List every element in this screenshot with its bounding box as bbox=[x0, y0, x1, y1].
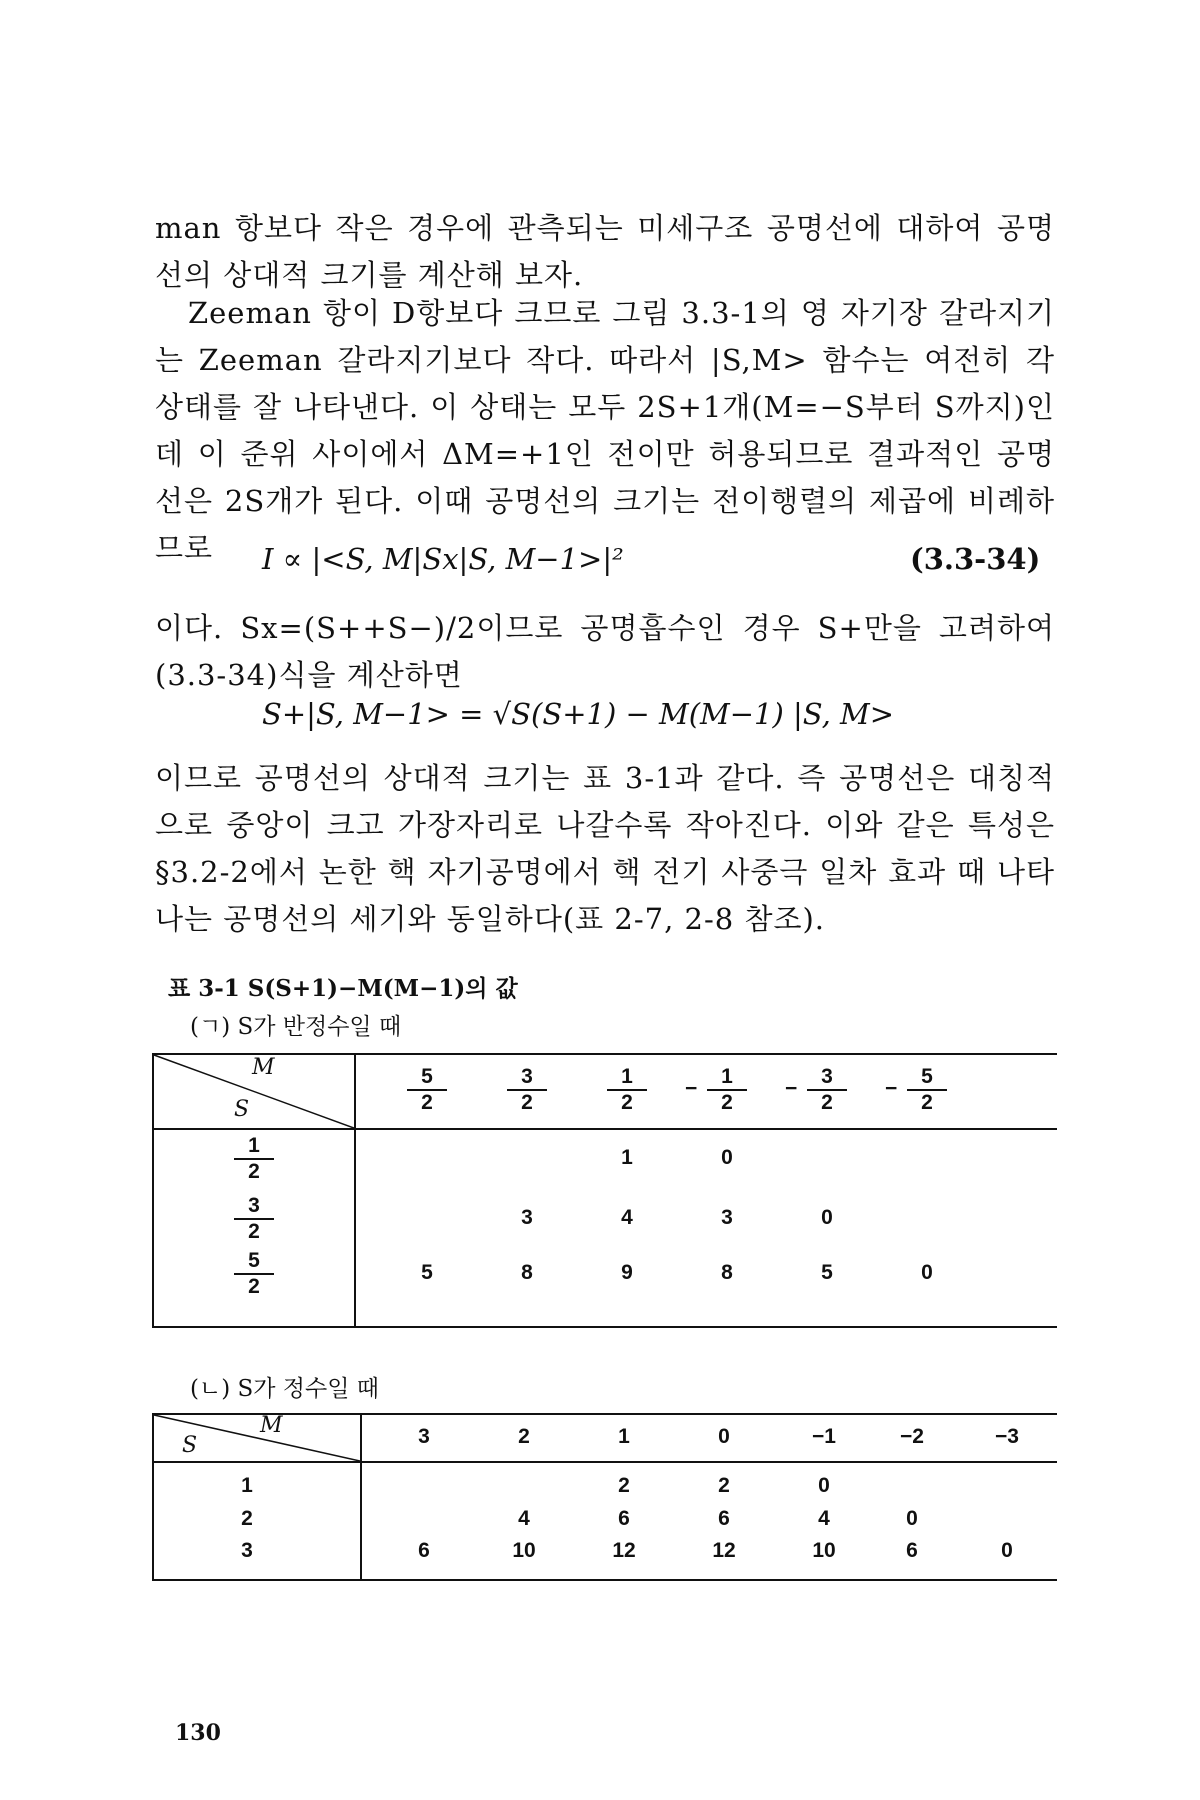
table-cell: 0 bbox=[1001, 1539, 1013, 1562]
fraction-denominator: 2 bbox=[248, 1160, 260, 1183]
equation-raising-operator: S+|S, M−1> = √S(S+1) − M(M−1) |S, M> bbox=[262, 697, 895, 731]
table-cell: 4 bbox=[518, 1507, 530, 1530]
table-cell: 10 bbox=[512, 1539, 536, 1562]
paragraph-1: man 항보다 작은 경우에 관측되는 미세구조 공명선에 대하여 공명선의 상대적 크기를 계산해 보자. bbox=[155, 211, 1055, 292]
page-number: 130 bbox=[175, 1720, 221, 1746]
m-column-header: 0 bbox=[718, 1425, 730, 1448]
s-row-header bbox=[234, 1194, 274, 1244]
m-column-header: 3 bbox=[418, 1425, 430, 1448]
fraction-denominator: 2 bbox=[921, 1091, 933, 1114]
m-column-header bbox=[685, 1065, 747, 1115]
axis-s-label: S bbox=[234, 1097, 250, 1122]
table-cell: 9 bbox=[621, 1261, 633, 1284]
m-column-header bbox=[607, 1065, 647, 1115]
axis-s-label: S bbox=[182, 1433, 198, 1458]
fraction-numerator: 5 bbox=[407, 1065, 447, 1091]
fraction-numerator: 3 bbox=[507, 1065, 547, 1091]
table-cell: 3 bbox=[721, 1206, 733, 1229]
paragraph-2: Zeeman 항이 D항보다 크므로 그림 3.3-1의 영 자기장 갈라지기는 Zeeman 갈라지기보다 작다. 따라서 |S,M> 함수는 여전히 각 상태를 잘 나타낸다. 이 상태는 모두 2S+1개(M=−S부터 S까지)인데 이 준위 사이에서 ΔM=+1인 전이만 허용되므로 결과적인 공명선은 2S개가 된다. 이때 공명선의 크기는 전이행렬의 제곱에 비례하므로 bbox=[155, 296, 1055, 565]
table-cell: 5 bbox=[821, 1261, 833, 1284]
table-cell: 0 bbox=[721, 1146, 733, 1169]
table-cell: 6 bbox=[906, 1539, 918, 1562]
s-row-header: 3 bbox=[241, 1539, 253, 1562]
fraction-numerator: 1 bbox=[234, 1134, 274, 1160]
fraction-denominator: 2 bbox=[621, 1091, 633, 1114]
table-bottom-rule bbox=[152, 1579, 1057, 1581]
fraction-denominator: 2 bbox=[421, 1091, 433, 1114]
fraction-denominator: 2 bbox=[248, 1220, 260, 1243]
fraction-sign: − bbox=[885, 1077, 898, 1100]
table-cell: 10 bbox=[812, 1539, 836, 1562]
m-column-header bbox=[407, 1065, 447, 1115]
table-cell: 0 bbox=[906, 1507, 918, 1530]
axis-m-label: M bbox=[260, 1413, 283, 1438]
s-row-header: 1 bbox=[241, 1474, 253, 1497]
m-column-header: 2 bbox=[518, 1425, 530, 1448]
s-row-header bbox=[234, 1249, 274, 1299]
fraction-numerator: 5 bbox=[907, 1065, 947, 1091]
table-stub-rule bbox=[354, 1053, 356, 1328]
table-cell: 6 bbox=[718, 1507, 730, 1530]
s-row-header bbox=[234, 1134, 274, 1184]
paragraph-3: 이다. Sx=(S++S−)/2이므로 공명흡수인 경우 S+만을 고려하여 (3.3-34)식을 계산하면 bbox=[155, 611, 1055, 692]
m-column-header bbox=[885, 1065, 947, 1115]
table-cell: 0 bbox=[821, 1206, 833, 1229]
table-cell: 6 bbox=[418, 1539, 430, 1562]
table-bottom-rule bbox=[152, 1326, 1057, 1328]
table-cell: 0 bbox=[921, 1261, 933, 1284]
m-column-header: −1 bbox=[812, 1425, 836, 1448]
m-column-header: 1 bbox=[618, 1425, 630, 1448]
table-cell: 12 bbox=[712, 1539, 736, 1562]
table-stub-rule bbox=[360, 1413, 362, 1581]
s-row-header: 2 bbox=[241, 1507, 253, 1530]
m-column-header: −2 bbox=[900, 1425, 924, 1448]
m-column-header bbox=[785, 1065, 847, 1115]
table-part-a-caption: (ㄱ) S가 반정수일 때 bbox=[190, 1014, 402, 1040]
table-half-integer bbox=[152, 1053, 1057, 1328]
table-cell: 0 bbox=[818, 1474, 830, 1497]
table-cell: 4 bbox=[621, 1206, 633, 1229]
fraction-denominator: 2 bbox=[821, 1091, 833, 1114]
table-integer bbox=[152, 1413, 1057, 1581]
fraction-denominator: 2 bbox=[721, 1091, 733, 1114]
paragraph-4: 이므로 공명선의 상대적 크기는 표 3-1과 같다. 즉 공명선은 대칭적으로 중앙이 크고 가장자리로 나갈수록 작아진다. 이와 같은 특성은 §3.2-2에서 논한 핵 자기공명에서 핵 전기 사중극 일차 효과 때 나타나는 공명선의 세기와 동일하다(표 2-7, 2-8 참조). bbox=[155, 761, 1055, 936]
fraction-denominator: 2 bbox=[521, 1091, 533, 1114]
table-cell: 12 bbox=[612, 1539, 636, 1562]
equation-label: (3.3-34) bbox=[910, 542, 1041, 576]
fraction-sign: − bbox=[685, 1077, 698, 1100]
table-cell: 2 bbox=[618, 1474, 630, 1497]
table-cell: 6 bbox=[618, 1507, 630, 1530]
fraction-numerator: 1 bbox=[607, 1065, 647, 1091]
table-part-b-caption: (ㄴ) S가 정수일 때 bbox=[190, 1376, 379, 1402]
table-cell: 8 bbox=[521, 1261, 533, 1284]
fraction-numerator: 5 bbox=[234, 1249, 274, 1275]
table-cell: 2 bbox=[718, 1474, 730, 1497]
table-cell: 8 bbox=[721, 1261, 733, 1284]
fraction-numerator: 1 bbox=[707, 1065, 747, 1091]
fraction-sign: − bbox=[785, 1077, 798, 1100]
equation-3-3-34: I ∝ |<S, M|Sx|S, M−1>|² bbox=[262, 542, 624, 576]
table-cell: 5 bbox=[421, 1261, 433, 1284]
table-cell: 3 bbox=[521, 1206, 533, 1229]
m-column-header: −3 bbox=[995, 1425, 1019, 1448]
table-caption: 표 3-1 S(S+1)−M(M−1)의 값 bbox=[168, 975, 518, 1002]
axis-m-label: M bbox=[252, 1055, 275, 1080]
table-cell: 4 bbox=[818, 1507, 830, 1530]
fraction-denominator: 2 bbox=[248, 1275, 260, 1298]
table-cell: 1 bbox=[621, 1146, 633, 1169]
m-column-header bbox=[507, 1065, 547, 1115]
fraction-numerator: 3 bbox=[234, 1194, 274, 1220]
fraction-numerator: 3 bbox=[807, 1065, 847, 1091]
